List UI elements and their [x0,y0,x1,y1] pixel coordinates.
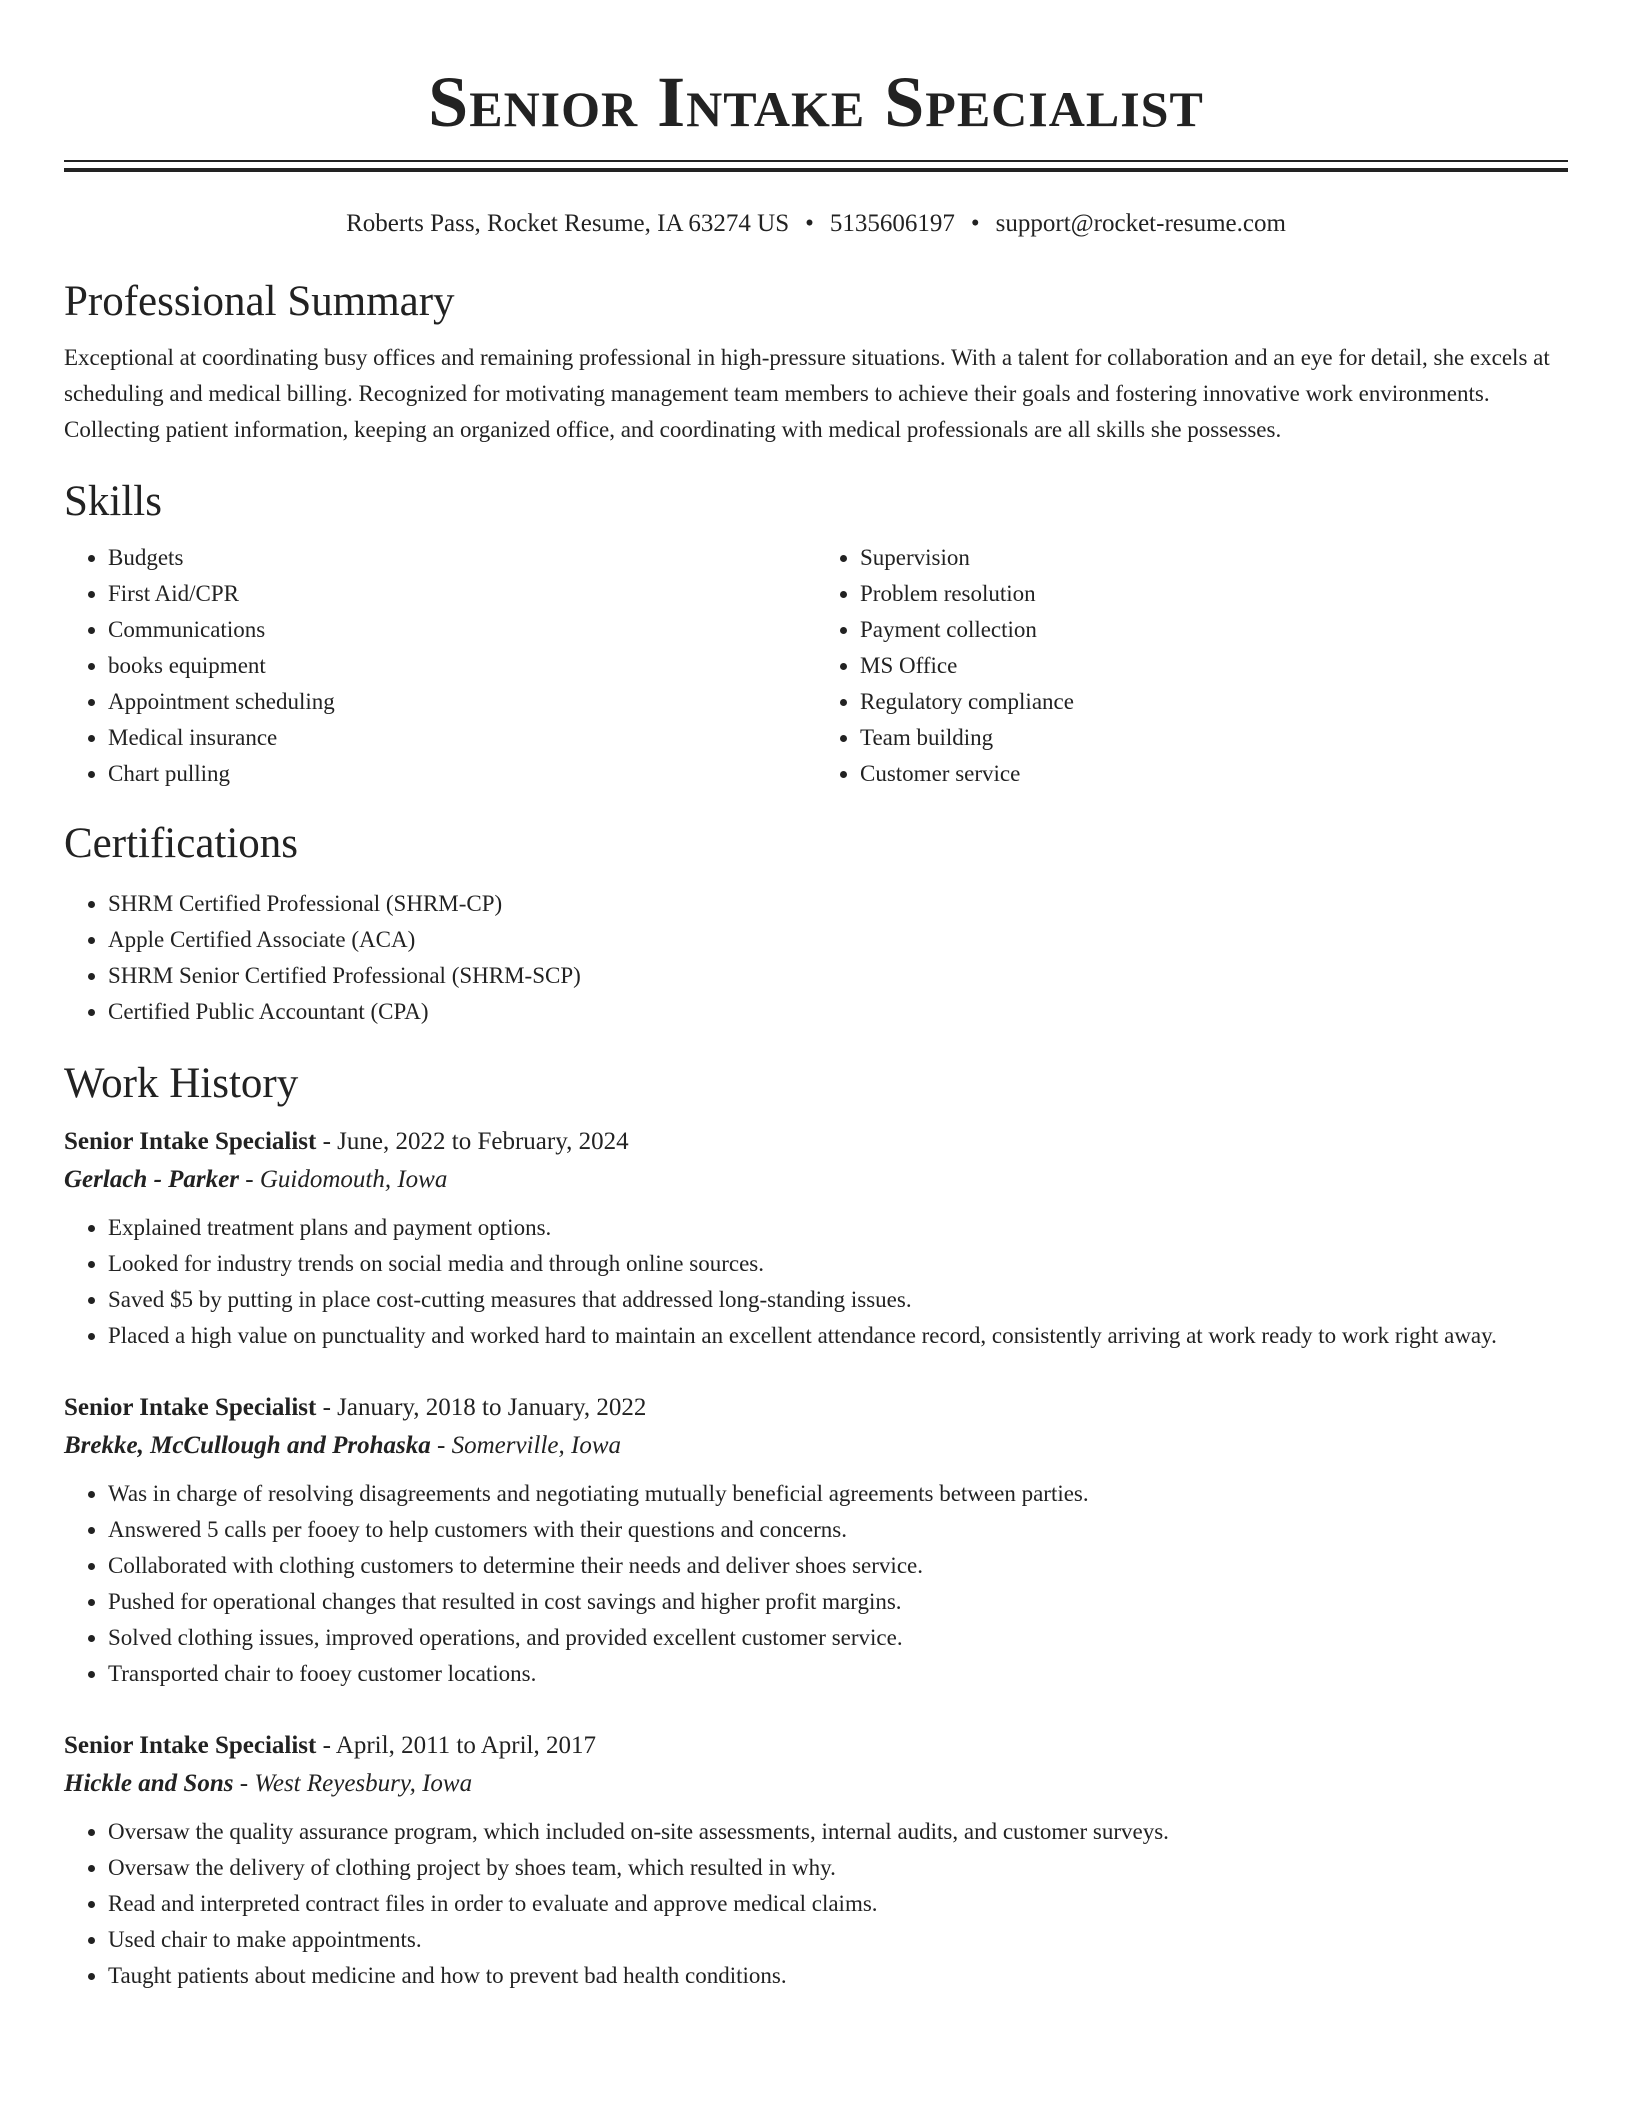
contact-email: support@rocket-resume.com [995,210,1286,237]
job-bullet: • Oversaw the quality assurance program, which included on-site assessments, internal audits, and customer surveys. [108,1814,1568,1850]
skills-list-left [64,540,816,792]
job-title-line [64,1390,1568,1426]
skill-item: • Chart pulling [108,756,816,792]
job-company-line [64,1160,1568,1200]
skills-list-right [816,540,1568,792]
job-dates: June, 2022 to February, 2024 [337,1128,629,1155]
skill-item: • Team building [860,720,1568,756]
job-bullet: • Explained treatment plans and payment options. [108,1210,1568,1246]
skill-item: • Budgets [108,540,816,576]
job-bullet: • Transported chair to fooey customer locations. [108,1656,1568,1692]
skill-item: • MS Office [860,648,1568,684]
skill-item: • Regulatory compliance [860,684,1568,720]
job-dates: April, 2011 to April, 2017 [335,1732,596,1759]
job-dash: - [238,1166,260,1193]
job-entry [64,1728,1568,1994]
contact-line [64,208,1568,240]
job-dash: - [316,1394,338,1421]
job-dates: January, 2018 to January, 2022 [337,1394,647,1421]
skill-item: • Payment collection [860,612,1568,648]
certifications-heading: Certifications [64,820,299,867]
skill-item: • First Aid/CPR [108,576,816,612]
skill-item: • Communications [108,612,816,648]
certification-item: • Apple Certified Associate (ACA) [108,922,1568,958]
job-location: Guidomouth, Iowa [259,1166,448,1193]
certification-item: • Certified Public Accountant (CPA) [108,994,1568,1030]
job-bullet: • Oversaw the delivery of clothing project by shoes team, which resulted in why. [108,1850,1568,1886]
resume-page [64,0,1568,1994]
job-title-line [64,1124,1568,1160]
title-divider-thick [64,168,1568,172]
skill-item: • Supervision [860,540,1568,576]
job-bullets [64,1814,1568,1994]
job-location: West Reyesbury, Iowa [254,1770,473,1797]
certifications-list [64,886,1568,1030]
job-bullet: • Taught patients about medicine and how to prevent bad health conditions. [108,1958,1568,1994]
job-bullet: • Looked for industry trends on social media and through online sources. [108,1246,1568,1282]
job-company-line [64,1764,1568,1804]
contact-separator: • [805,210,814,237]
job-entry [64,1124,1568,1354]
job-bullet: • Used chair to make appointments. [108,1922,1568,1958]
job-company: Brekke, McCullough and Prohaska [64,1432,431,1459]
title-divider-thin [64,160,1568,162]
certification-item: • SHRM Senior Certified Professional (SHRM-SCP) [108,958,1568,994]
skill-item: • Customer service [860,756,1568,792]
job-title: Senior Intake Specialist [64,1732,317,1759]
job-bullet: • Pushed for operational changes that resulted in cost savings and higher profit margins. [108,1584,1568,1620]
job-bullet: • Read and interpreted contract files in order to evaluate and approve medical claims. [108,1886,1568,1922]
skills-heading: Skills [64,478,162,525]
resume-title: Senior Intake Specialist [428,62,1204,142]
certification-item: • SHRM Certified Professional (SHRM-CP) [108,886,1568,922]
job-company: Hickle and Sons [64,1770,234,1797]
job-bullet: • Saved $5 by putting in place cost-cutting measures that addressed long-standing issues. [108,1282,1568,1318]
skill-item: • Medical insurance [108,720,816,756]
contact-phone: 5135606197 [829,210,955,237]
work-history-heading: Work History [64,1060,299,1107]
job-entry [64,1390,1568,1692]
job-bullets [64,1476,1568,1692]
job-bullets [64,1210,1568,1354]
job-dash: - [316,1732,336,1759]
skill-item: • Problem resolution [860,576,1568,612]
contact-address: Roberts Pass, Rocket Resume, IA 63274 US [346,210,790,237]
contact-separator: • [970,210,980,237]
job-location: Somerville, Iowa [451,1432,621,1459]
job-bullet: • Answered 5 calls per fooey to help customers with their questions and concerns. [108,1512,1568,1548]
job-bullet: • Collaborated with clothing customers to determine their needs and deliver shoes service. [108,1548,1568,1584]
summary-heading: Professional Summary [64,278,455,325]
skill-item: • books equipment [108,648,816,684]
job-bullet: • Placed a high value on punctuality and worked hard to maintain an excellent attendance record, consistently arriving at work ready to work right away. [108,1318,1568,1354]
job-bullet: • Solved clothing issues, improved operations, and provided excellent customer service. [108,1620,1568,1656]
job-company-line [64,1426,1568,1466]
skill-item: • Appointment scheduling [108,684,816,720]
job-dash: - [316,1128,338,1155]
job-title-line [64,1728,1568,1764]
job-title: Senior Intake Specialist [64,1128,317,1155]
skills-columns [64,540,1568,792]
job-dash: - [233,1770,255,1797]
job-bullet: • Was in charge of resolving disagreements and negotiating mutually beneficial agreements between parties. [108,1476,1568,1512]
summary-text: Exceptional at coordinating busy offices and remaining professional in high-pressure situations. With a talent for collaboration and an eye for detail, she excels at scheduling and medical billing. Recognized for motivating management team members to achieve their goals and fostering innovative work environments. Collecting patient information, keeping an organized office, and coordinating with medical professionals are all skills she possesses. [64,345,1550,442]
job-title: Senior Intake Specialist [64,1394,317,1421]
job-company: Gerlach - Parker [64,1166,239,1193]
job-dash: - [430,1432,452,1459]
